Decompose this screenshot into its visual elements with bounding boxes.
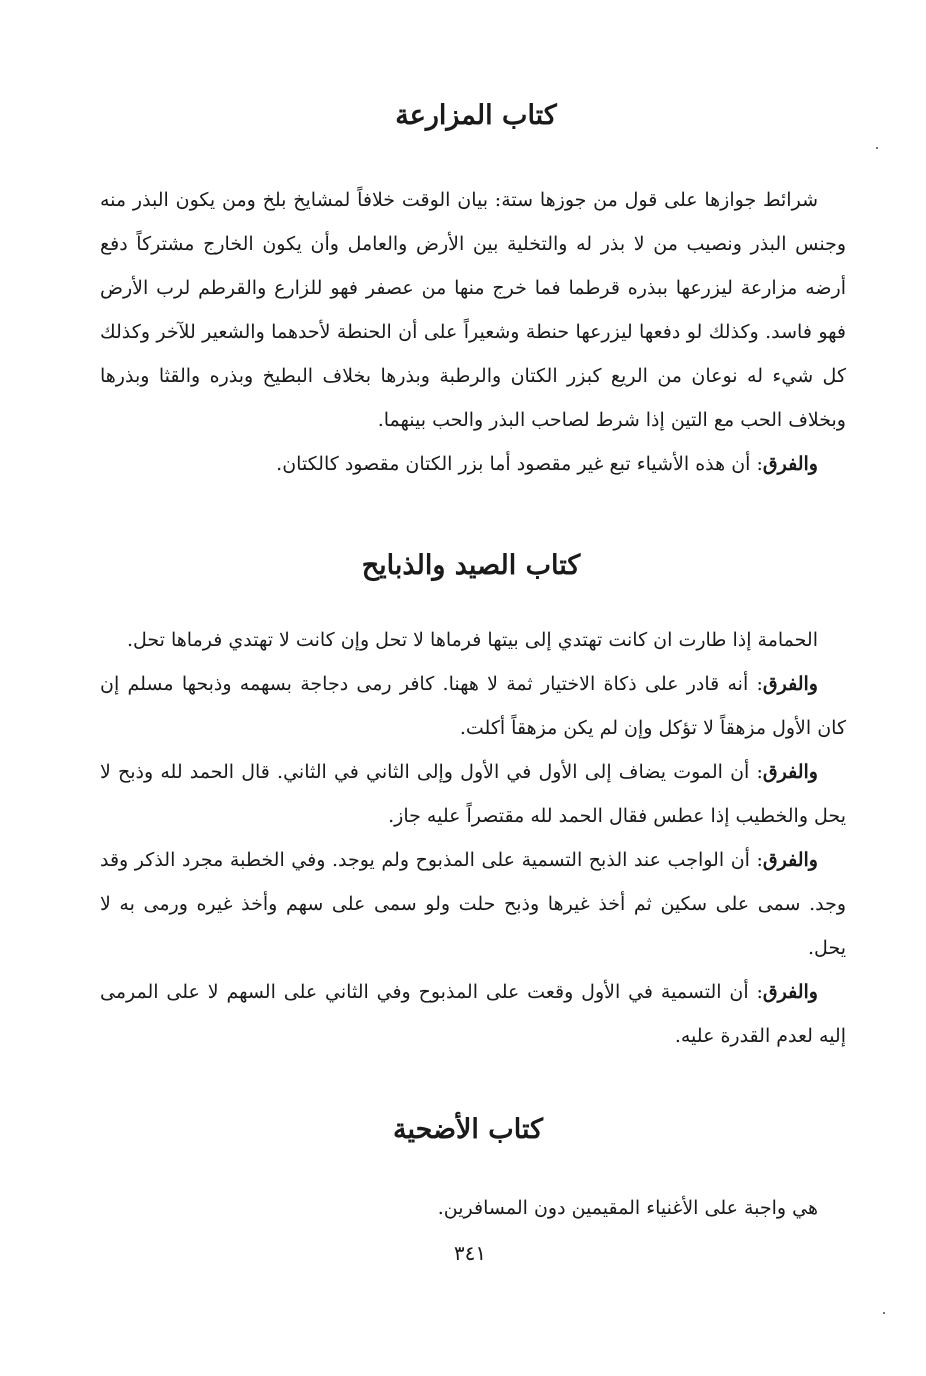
- paragraph-text: : أن التسمية في الأول وقعت على المذبوح وفي الثاني على السهم لا على المرمى إليه لعدم القدرة عليه.: [100, 981, 846, 1047]
- paragraph-lead: والفرق: [762, 673, 818, 695]
- paragraph: [100, 838, 846, 970]
- paragraph: [100, 1186, 846, 1230]
- paragraph-text: الحمامة إذا طارت ان كانت تهتدي إلى بيتها فرماها لا تحل وإن كانت لا تهتدي فرماها تحل.: [126, 629, 818, 651]
- paragraph-text: : أن الموت يضاف إلى الأول في الأول وإلى الثاني في الثاني. قال الحمد لله وذبح لا يحل والخطيب إذا عطس فقال الحمد لله مقتصراً عليه جاز.: [100, 761, 846, 827]
- section-title-sayd: كتاب الصيد والذبايح: [361, 550, 581, 581]
- paragraph: [100, 618, 846, 662]
- paragraph-lead: والفرق: [762, 761, 818, 783]
- paragraph: [100, 750, 846, 838]
- paragraph-lead: والفرق: [762, 453, 818, 475]
- scan-speck: [876, 147, 878, 149]
- paragraph-text: : أن هذه الأشياء تبع غير مقصود أما بزر الكتان مقصود كالكتان.: [276, 453, 763, 475]
- paragraph: [100, 442, 846, 486]
- paragraph-lead: والفرق: [762, 981, 818, 1003]
- paragraph: [100, 662, 846, 750]
- section-body-udhiya: [100, 1186, 846, 1230]
- scan-speck: [883, 1312, 885, 1314]
- section-title-udhiya: كتاب الأضحية: [393, 1114, 543, 1145]
- section-title-muzaraa: كتاب المزارعة: [395, 100, 557, 131]
- paragraph: [100, 970, 846, 1058]
- section-body-sayd: [100, 618, 846, 1058]
- paragraph-text: شرائط جوازها على قول من جوزها ستة: بيان الوقت خلافاً لمشايخ بلخ ومن يكون البذر منه وجنس البذر ونصيب من لا بذر له والتخلية بين الأرض والعامل وأن يكون الخارج مشتركاً دفع أرضه مزارعة ليزرعها ببذره قرطما فما خرج منها من عصفر فهو للزارع والقرطم لرب الأرض فهو فاسد. وكذلك لو دفعها ليزرعها حنطة وشعيراً على أن الحنطة لأحدهما والشعير للآخر وكذلك كل شيء له نوعان من الريع كبزر الكتان والرطبة وبذرها بخلاف البطيخ وبذره والقثا وبذرها وبخلاف الحب مع التين إذا شرط لصاحب البذر والحب بينهما.: [100, 189, 846, 431]
- paragraph-text: هي واجبة على الأغنياء المقيمين دون المسافرين.: [437, 1197, 818, 1219]
- paragraph-lead: والفرق: [762, 849, 818, 871]
- section-body-muzaraa: [100, 178, 846, 486]
- page-number: ٣٤١: [453, 1241, 487, 1265]
- paragraph-text: : أن الواجب عند الذبح التسمية على المذبوح ولم يوجد. وفي الخطبة مجرد الذكر وقد وجد. سمى على سكين ثم أخذ غيرها وذبح حلت ولو سمى على سهم وأخذ غيره ورمى به لا يحل.: [100, 849, 846, 959]
- paragraph: [100, 178, 846, 442]
- paragraph-text: : أنه قادر على ذكاة الاختيار ثمة لا ههنا. كافر رمى دجاجة بسهمه وذبحها مسلم إن كان الأول مزهقاً لا تؤكل وإن لم يكن مزهقاً أكلت.: [100, 673, 846, 739]
